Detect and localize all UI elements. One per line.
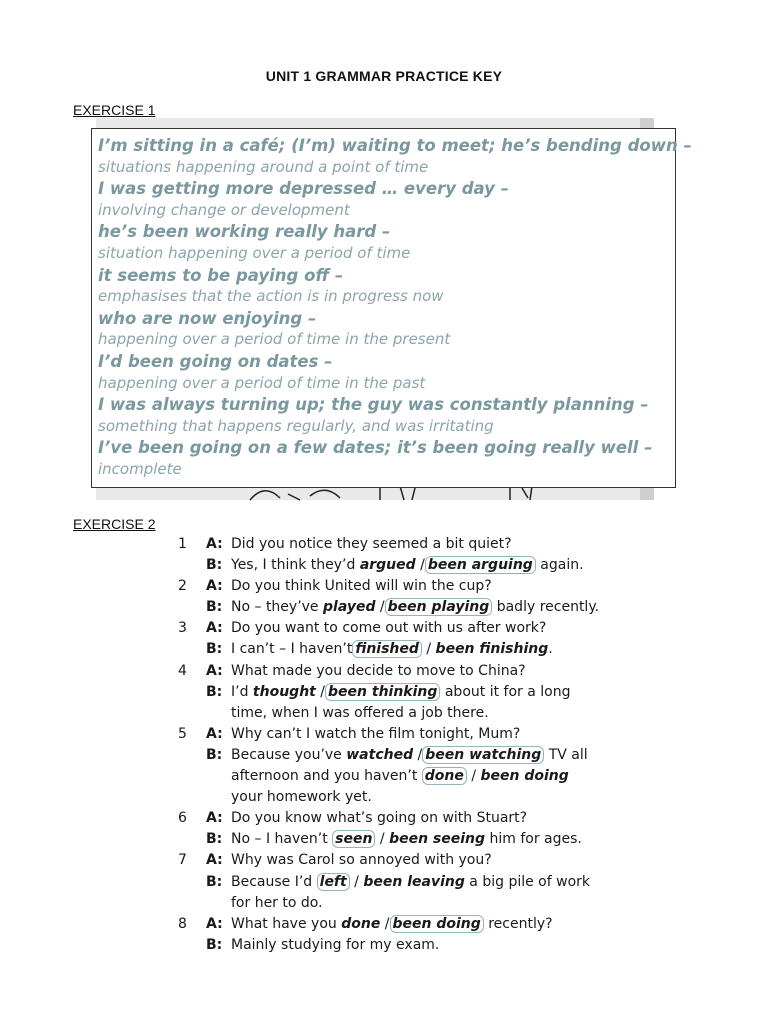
ex1-explanation: situation happening over a period of time [98,243,411,262]
sentence-text: a big pile of work [464,873,591,890]
dialogue-text [231,682,570,703]
dialogue-text: Why can’t I watch the film tonight, Mum? [231,725,521,742]
speaker-a-line [178,618,608,639]
sentence-text: / [375,831,390,848]
speaker-label: B: [206,641,223,658]
sentence-text: What have you [231,915,342,932]
speaker-label: B: [206,683,223,700]
sentence-text: / [349,873,364,890]
ex1-phrase: he’s been working really hard – [98,222,391,242]
ex1-phrase: I’m sitting in a café; (I’m) waiting to meet; he’s bending down – [98,136,692,155]
ex1-phrase: it seems to be paying off – [98,265,344,285]
dialogue-text: Did you notice they seemed a bit quiet? [231,536,512,552]
speaker-a-line [178,724,608,745]
sentence-text: badly recently. [492,599,600,616]
dialogue-text: for her to do. [231,894,323,911]
speaker-b-line [178,872,608,893]
exercise-1-heading: EXERCISE 1 [73,102,156,118]
ex1-explanation: emphasises that the action is in progress now [98,287,444,306]
sentence-text: Yes, I think they’d [231,557,360,574]
speaker-label: A: [206,725,223,742]
continuation-line [178,766,608,787]
sentence-text: I can’t – I haven’t [231,641,353,658]
speaker-b-line [178,555,608,576]
dialogue-text [231,639,553,660]
speaker-label: B: [206,936,223,953]
speaker-label: A: [206,915,223,932]
speaker-a-line [178,808,608,829]
continuation-line [178,703,608,724]
ex1-explanation: situations happening around a point of time [98,157,429,176]
sentence-text: afternoon and you haven’t [231,768,422,785]
circled-answer: been thinking [325,683,440,701]
sentence-text: Because I’d [231,873,317,890]
dialogue-text: Do you know what’s going on with Stuart? [231,810,528,827]
speaker-label: A: [206,620,223,637]
answer-option: played [323,599,376,616]
ex1-explanation: happening over a period of time in the past [98,373,426,392]
speaker-b-line [178,745,608,766]
speaker-label: B: [206,873,223,890]
item-number: 1 [178,536,187,552]
circled-answer: seen [332,830,375,848]
sentence-text: about it for a long [440,683,571,700]
dialogue-text: your homework yet. [231,789,372,806]
item-number: 4 [178,662,187,679]
sentence-text: again. [535,557,584,574]
speaker-label: A: [206,536,223,552]
continuation-line [178,787,608,808]
ex1-phrase: I was getting more depressed … every day – [98,179,509,199]
ex1-explanation: happening over a period of time in the present [98,330,451,349]
circled-answer: been watching [422,746,544,764]
sentence-text: / [380,915,390,932]
speaker-b-line [178,682,608,703]
item-number: 3 [178,620,187,637]
sentence-text: him for ages. [485,831,582,848]
item-number: 5 [178,725,187,742]
sentence-text: recently? [483,915,553,932]
circled-answer: been doing [390,915,484,933]
speaker-a-line [178,576,608,597]
dialogue-text: time, when I was offered a job there. [231,704,489,721]
circled-answer: left [317,873,350,891]
ex1-phrase: I’d been going on dates – [98,351,333,371]
sentence-text: / [375,599,385,616]
speaker-label: B: [206,831,223,848]
speaker-a-line [178,661,608,682]
continuation-line [178,893,608,914]
speaker-label: A: [206,852,223,869]
sentence-text: No – they’ve [231,599,323,616]
sentence-text: Because you’ve [231,746,347,763]
answer-option: been leaving [363,873,465,890]
speaker-label: A: [206,810,223,827]
answer-option: done [341,915,381,932]
ex1-phrase: I’ve been going on a few dates; it’s been going really well – [98,438,653,458]
ex1-phrase: I was always turning up; the guy was constantly planning – [98,395,649,415]
dialogue-text: What made you decide to move to China? [231,662,526,679]
item-number: 7 [178,852,187,869]
exercise-2-heading: EXERCISE 2 [73,516,156,532]
answer-option: been doing [480,768,569,785]
sentence-text: TV all [544,746,588,763]
dialogue-text: Do you think United will win the cup? [231,578,492,595]
dialogue-text [231,829,582,850]
dialogue-text: Mainly studying for my exam. [231,936,440,953]
dialogue-text [231,555,584,576]
speaker-label: B: [206,599,223,616]
circled-answer: been arguing [425,556,536,574]
speaker-label: A: [206,578,223,595]
ex1-explanation: something that happens regularly, and was irritating [98,416,494,435]
dialogue-text [231,766,569,787]
dialogue-text [231,872,590,893]
sentence-text: / [315,683,326,700]
sentence-text: / [421,641,436,658]
speaker-a-line [178,534,608,555]
dialogue-text: Do you want to come out with us after work? [231,620,547,637]
item-number: 2 [178,578,187,595]
ex1-explanation: incomplete [98,459,182,478]
speaker-b-line [178,597,608,618]
circled-answer: finished [352,640,422,658]
answer-option: been finishing [435,641,549,658]
speaker-a-line [178,850,608,871]
speaker-label: B: [206,557,223,574]
circled-answer: been playing [385,598,493,616]
speaker-b-line [178,935,608,956]
speaker-b-line [178,829,608,850]
sentence-text: / [466,768,481,785]
speaker-label: B: [206,746,223,763]
page-title: UNIT 1 GRAMMAR PRACTICE KEY [265,68,503,84]
sentence-text: / [415,557,425,574]
circled-answer: done [422,767,467,785]
answer-option: thought [252,683,316,700]
exercise-1-answer-box [91,128,692,488]
dialogue-text [231,597,599,618]
ex1-phrase: who are now enjoying – [98,308,317,328]
sentence-text: No – I haven’t [231,831,333,848]
exercise-2-dialogues [178,534,608,956]
ex1-explanation: involving change or development [98,200,350,219]
answer-option: watched [346,746,414,763]
sentence-text: / [413,746,423,763]
sentence-text: . [548,641,553,658]
dialogue-text [231,914,553,935]
speaker-label: A: [206,662,223,679]
dialogue-text: Why was Carol so annoyed with you? [231,852,492,869]
answer-option: argued [359,557,416,574]
answer-option: been seeing [389,831,486,848]
item-number: 6 [178,810,187,827]
sentence-text: I’d [231,683,253,700]
dialogue-text [231,745,588,766]
speaker-a-line [178,914,608,935]
speaker-b-line [178,639,608,660]
item-number: 8 [178,915,187,932]
